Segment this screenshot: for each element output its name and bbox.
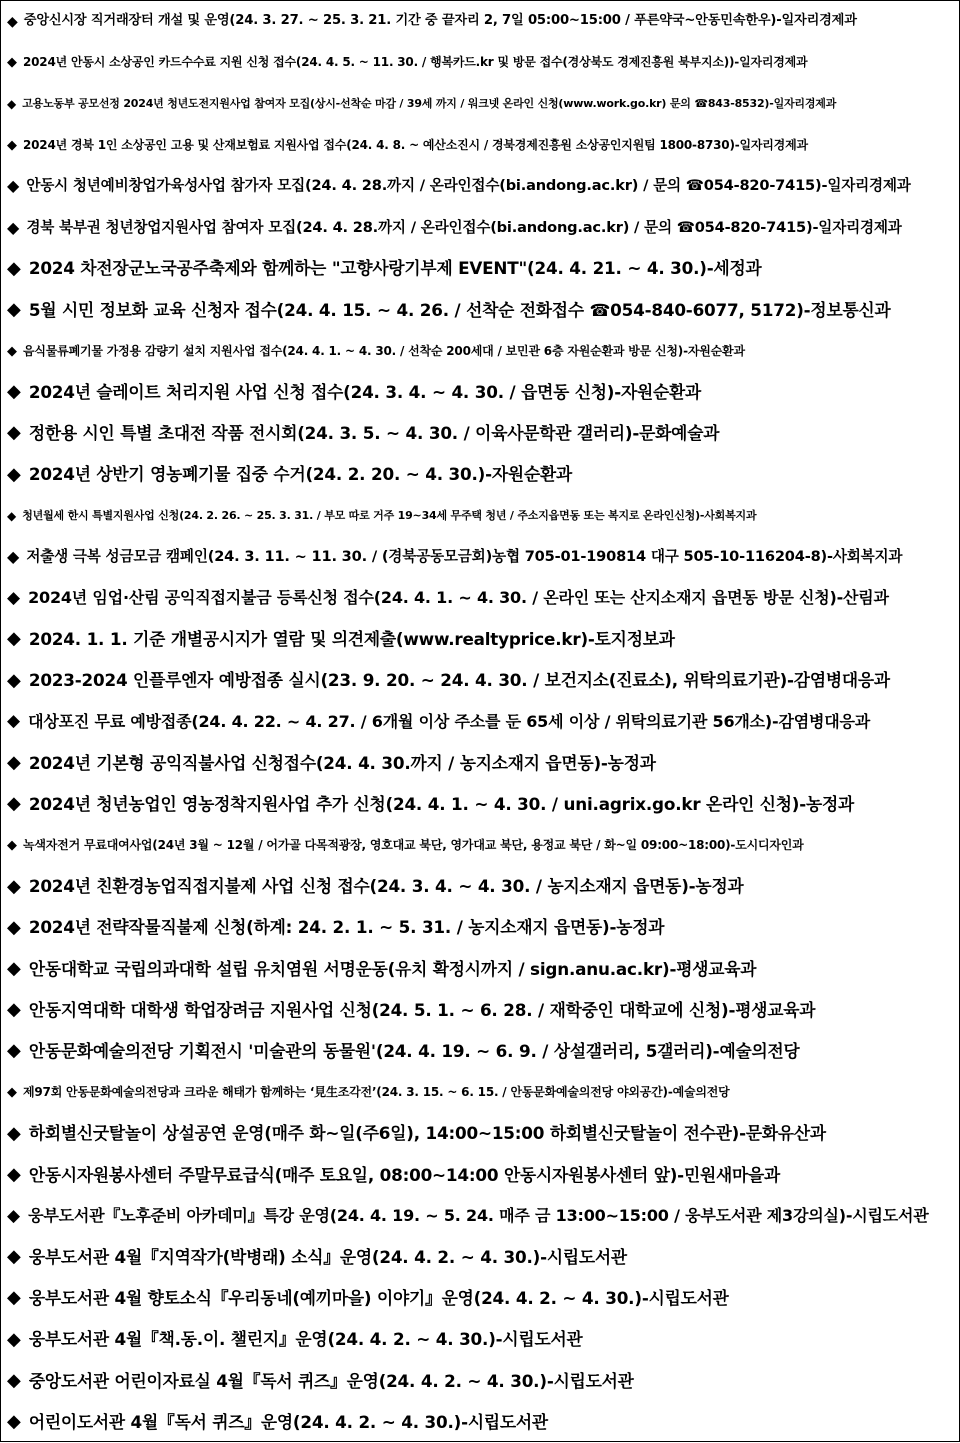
list-item-text: 중앙신시장 직거래장터 개설 및 운영(24. 3. 27. ~ 25. 3. 21. 기간 중 끝자리 2, 7일 05:00~15:00 / 푸른약국~안동민속한우)-일자리경제과 [23,13,857,29]
list-item-text: 2024년 청년농업인 영농정착지원사업 추가 신청(24. 4. 1. ~ 4. 30. / uni.agrix.go.kr 온라인 신청)-농정과 [28,793,855,814]
list-item [1,1237,959,1278]
diamond-bullet-icon: ◆ [7,381,21,403]
list-item-text: 2024년 경북 1인 소상공인 고용 및 산재보험료 지원사업 접수(24. 4. 8. ~ 예산소진시 / 경북경제진흥원 소상공인지원팀 1800-8730)-일자리경제과 [23,137,808,152]
list-item [1,1195,959,1236]
diamond-bullet-icon: ◆ [7,1328,21,1350]
list-item [1,536,959,577]
list-item [1,866,959,907]
list-item [1,701,959,742]
list-item-text: 대상포진 무료 예방접종(24. 4. 22. ~ 4. 27. / 6개월 이상 주소를 둔 65세 이상 / 위탁의료기관 56개소)-감염병대응과 [28,711,871,731]
list-item-text: 안동시 청년예비창업가육성사업 참가자 모집(24. 4. 28.까지 / 온라인접수(bi.andong.ac.kr) / 문의 ☎054-820-7415)-일자리경제과 [26,177,911,195]
diamond-bullet-icon: ◆ [7,1084,17,1100]
list-item-text: 경북 북부권 청년창업지원사업 참여자 모집(24. 4. 28.까지 / 온라인접수(bi.andong.ac.kr) / 문의 ☎054-820-7415)-일자리경제과 [26,218,902,236]
list-item [1,1278,959,1319]
list-item [1,1401,959,1442]
diamond-bullet-icon: ◆ [7,1163,21,1185]
list-item-text: 2024년 임업·산림 공익직접지불금 등록신청 접수(24. 4. 1. ~ 4. 30. / 온라인 또는 산지소재지 읍면동 방문 신청)-산림과 [28,588,889,608]
diamond-bullet-icon: ◆ [7,957,21,979]
diamond-bullet-icon: ◆ [7,1205,21,1226]
list-item-text: 2024. 1. 1. 기준 개별공시지가 열람 및 의견제출(www.realtyprice.kr)-토지정보과 [28,629,675,650]
list-item [1,578,959,619]
diamond-bullet-icon: ◆ [7,669,21,691]
list-item-text: 2024년 기본형 공익직불사업 신청접수(24. 4. 30.까지 / 농지소재지 읍면동)-농정과 [28,752,656,773]
list-item [1,825,959,866]
list-item-text: 청년월세 한시 특별지원사업 신청(24. 2. 26. ~ 25. 3. 31. / 부모 따로 거주 19~34세 무주택 청년 / 주소지읍면동 또는 복지로 온라인신청)-사회복지과 [22,508,757,522]
list-item-text: 2024 차전장군노국공주축제와 함께하는 "고향사랑기부제 EVENT"(24. 4. 21. ~ 4. 30.)-세정과 [28,258,762,279]
list-item-text: 2024년 상반기 영농폐기물 집중 수거(24. 2. 20. ~ 4. 30.)-자원순환과 [28,464,572,485]
notice-list [1,1,959,1443]
diamond-bullet-icon: ◆ [7,55,17,71]
diamond-bullet-icon: ◆ [7,793,21,815]
list-item [1,372,959,413]
list-item [1,413,959,454]
diamond-bullet-icon: ◆ [7,916,21,938]
list-item-text: 5월 시민 정보화 교육 신청자 접수(24. 4. 15. ~ 4. 26. / 선착순 전화접수 ☎054-840-6077, 5172)-정보통신과 [28,299,891,320]
diamond-bullet-icon: ◆ [7,628,21,650]
list-item [1,289,959,330]
diamond-bullet-icon: ◆ [7,1246,21,1268]
diamond-bullet-icon: ◆ [7,343,17,359]
diamond-bullet-icon: ◆ [7,176,20,196]
diamond-bullet-icon: ◆ [7,711,21,732]
list-item [1,207,959,248]
diamond-bullet-icon: ◆ [7,1287,21,1309]
list-item-text: 제97회 안동문화예술의전당과 크라운 해태가 함께하는 ‘見生조각전’(24. 3. 15. ~ 6. 15. / 안동문화예술의전당 야외공간)-예술의전당 [23,1084,730,1099]
list-item-text: 중앙도서관 어린이자료실 4월『독서 퀴즈』운영(24. 4. 2. ~ 4. 30.)-시립도서관 [28,1370,634,1391]
list-item [1,166,959,207]
list-item [1,1319,959,1360]
diamond-bullet-icon: ◆ [7,1122,21,1144]
list-item-text: 웅부도서관 4월『지역작가(박병래) 소식』운영(24. 4. 2. ~ 4. 30.)-시립도서관 [28,1246,627,1267]
list-item-text: 저출생 극복 성금모금 캠페인(24. 3. 11. ~ 11. 30. / (경북공동모금회)농협 705-01-190814 대구 505-10-116204-8)-사회복지과 [26,548,903,565]
diamond-bullet-icon: ◆ [7,999,21,1021]
diamond-bullet-icon: ◆ [7,1040,21,1062]
list-item-text: 웅부도서관『노후준비 아카데미』특강 운영(24. 4. 19. ~ 5. 24. 매주 금 13:00~15:00 / 웅부도서관 제3강의실)-시립도서관 [28,1206,929,1226]
list-item-text: 정한용 시인 특별 초대전 작품 전시회(24. 3. 5. ~ 4. 30. / 이육사문학관 갤러리)-문화예술과 [28,423,720,444]
list-item-text: 녹색자전거 무료대여사업(24년 3월 ~ 12월 / 어가골 다목적광장, 영호대교 북단, 영가대교 북단, 용정교 북단 / 화~일 09:00~18:00)-도시디자인과 [23,837,804,852]
diamond-bullet-icon: ◆ [7,422,21,444]
list-item [1,1154,959,1195]
diamond-bullet-icon: ◆ [7,13,18,30]
diamond-bullet-icon: ◆ [7,298,21,320]
list-item-text: 2024년 슬레이트 처리지원 사업 신청 접수(24. 3. 4. ~ 4. 30. / 읍면동 신청)-자원순환과 [28,382,702,403]
list-item-text: 2024년 전략작물직불제 신청(하계: 24. 2. 1. ~ 5. 31. / 농지소재지 읍면동)-농정과 [28,917,665,938]
list-item-text: 2024년 안동시 소상공인 카드수수료 지원 신청 접수(24. 4. 5. ~ 11. 30. / 행복카드.kr 및 방문 접수(경상북도 경제진흥원 북부지소))-일자리경제과 [23,55,808,70]
list-item [1,990,959,1031]
diamond-bullet-icon: ◆ [7,257,21,279]
list-item-text: 안동대학교 국립의과대학 설립 유치염원 서명운동(유치 확정시까지 / sign.anu.ac.kr)-평생교육과 [28,958,757,979]
list-item [1,1072,959,1113]
list-item-text: 음식물류폐기물 가정용 감량기 설치 지원사업 접수(24. 4. 1. ~ 4. 30. / 선착순 200세대 / 보민관 6층 자원순환과 방문 신청)-자원순환과 [23,343,745,358]
list-item-text: 웅부도서관 4월 향토소식『우리동네(예끼마을) 이야기』운영(24. 4. 2. ~ 4. 30.)-시립도서관 [28,1288,729,1309]
diamond-bullet-icon: ◆ [7,1410,21,1432]
list-item [1,42,959,83]
diamond-bullet-icon: ◆ [7,547,20,567]
list-item-text: 2024년 친환경농업직접지불제 사업 신청 접수(24. 3. 4. ~ 4. 30. / 농지소재지 읍면동)-농정과 [28,876,744,897]
list-item [1,907,959,948]
diamond-bullet-icon: ◆ [7,137,17,153]
list-item [1,248,959,289]
list-item-text: 하회별신굿탈놀이 상설공연 운영(매주 화~일(주6일), 14:00~15:00 하회별신굿탈놀이 전수관)-문화유산과 [28,1123,826,1144]
list-item-text: 안동문화예술의전당 기획전시 '미술관의 동물원'(24. 4. 19. ~ 6. 9. / 상설갤러리, 5갤러리)-예술의전당 [28,1041,800,1062]
list-item-text: 안동지역대학 대학생 학업장려금 지원사업 신청(24. 5. 1. ~ 6. 28. / 재학중인 대학교에 신청)-평생교육과 [28,999,816,1020]
diamond-bullet-icon: ◆ [7,875,21,897]
list-item [1,331,959,372]
diamond-bullet-icon: ◆ [7,217,20,237]
list-item [1,1113,959,1154]
list-item-text: 안동시자원봉사센터 주말무료급식(매주 토요일, 08:00~14:00 안동시자원봉사센터 앞)-민원새마을과 [28,1164,781,1185]
list-item [1,454,959,495]
list-item [1,1,959,42]
list-item [1,125,959,166]
diamond-bullet-icon: ◆ [7,751,21,773]
diamond-bullet-icon: ◆ [7,96,17,111]
list-item [1,619,959,660]
list-item-text: 고용노동부 공모선정 2024년 청년도전지원사업 참여자 모집(상시-선착순 마감 / 39세 까지 / 워크넷 온라인 신청(www.work.go.kr) 문의 ☎843-8532)-일자리경제과 [22,96,837,110]
diamond-bullet-icon: ◆ [7,1369,21,1391]
list-item [1,83,959,124]
list-item [1,1031,959,1072]
list-item-text: 2023-2024 인플루엔자 예방접종 실시(23. 9. 20. ~ 24. 4. 30. / 보건지소(진료소), 위탁의료기관)-감염병대응과 [28,670,890,691]
diamond-bullet-icon: ◆ [7,508,17,523]
diamond-bullet-icon: ◆ [7,463,21,485]
list-item-text: 어린이도서관 4월『독서 퀴즈』운영(24. 4. 2. ~ 4. 30.)-시립도서관 [28,1411,548,1432]
list-item [1,948,959,989]
list-item [1,1360,959,1401]
list-item [1,660,959,701]
list-item [1,742,959,783]
diamond-bullet-icon: ◆ [7,587,21,608]
diamond-bullet-icon: ◆ [7,837,17,853]
list-item [1,784,959,825]
list-item [1,495,959,536]
list-item-text: 웅부도서관 4월『책.동.이. 챌린지』운영(24. 4. 2. ~ 4. 30.)-시립도서관 [28,1329,583,1350]
